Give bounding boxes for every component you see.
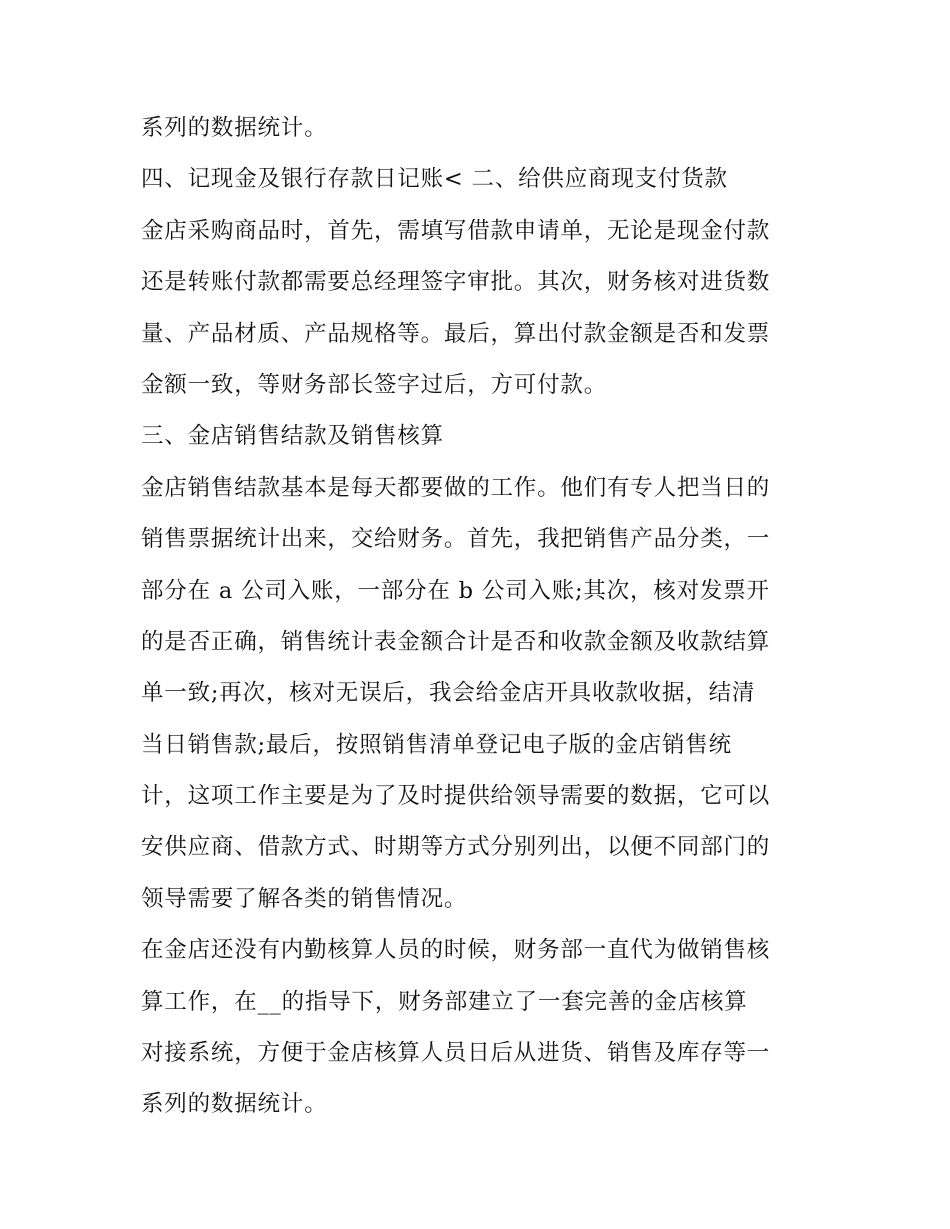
text-line: 销售票据统计出来，交给财务。首先，我把销售产品分类，一 bbox=[141, 526, 771, 553]
section-heading: 三、金店销售结款及销售核算 bbox=[141, 423, 444, 450]
text-line: 金店销售结款基本是每天都要做的工作。他们有专人把当日的 bbox=[141, 474, 771, 501]
text-line: 系列的数据统计。 bbox=[141, 1091, 328, 1118]
text-line: 领导需要了解各类的销售情况。 bbox=[141, 885, 468, 912]
text-line: 计，这项工作主要是为了及时提供给领导需要的数据，它可以 bbox=[141, 783, 771, 810]
text-line: 当日销售款;最后，按照销售清单登记电子版的金店销售统 bbox=[141, 731, 732, 758]
text-line: 安供应商、借款方式、时期等方式分别列出，以便不同部门的 bbox=[141, 834, 771, 861]
section-heading: 四、记现金及银行存款日记账< 二、给供应商现支付货款 bbox=[141, 166, 728, 193]
text-line: 的是否正确，销售统计表金额合计是否和收款金额及收款结算 bbox=[141, 628, 771, 655]
text-line: 金店采购商品时，首先，需填写借款申请单，无论是现金付款 bbox=[141, 217, 771, 244]
text-line: 算工作，在__的指导下，财务部建立了一套完善的金店核算 bbox=[141, 988, 748, 1015]
text-line: 对接系统，方便于金店核算人员日后从进货、销售及库存等一 bbox=[141, 1040, 771, 1067]
text-line: 单一致;再次，核对无误后，我会给金店开具收款收据，结清 bbox=[141, 680, 756, 707]
text-line: 金额一致，等财务部长签字过后，方可付款。 bbox=[141, 371, 608, 398]
text-line: 在金店还没有内勤核算人员的时候，财务部一直代为做销售核 bbox=[141, 937, 771, 964]
text-line: 系列的数据统计。 bbox=[141, 115, 328, 141]
text-line: 部分在 a 公司入账，一部分在 b 公司入账;其次，核对发票开 bbox=[141, 577, 770, 604]
text-line: 还是转账付款都需要总经理签字审批。其次，财务核对进货数 bbox=[141, 269, 771, 296]
document-body bbox=[141, 106, 821, 1134]
text-line: 量、产品材质、产品规格等。最后，算出付款金额是否和发票 bbox=[141, 320, 771, 347]
